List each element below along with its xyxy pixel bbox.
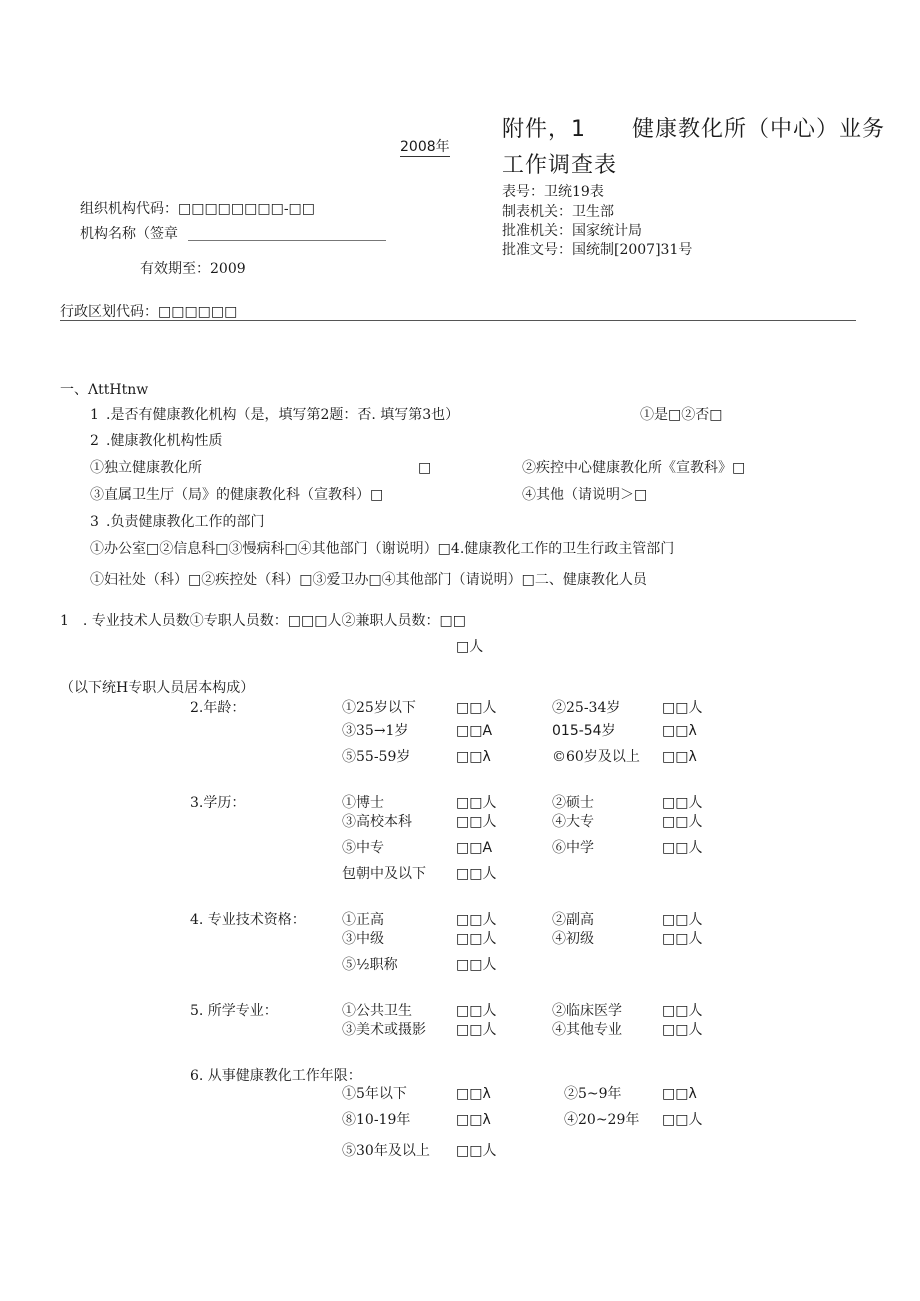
years-opt-1: ①5年以下 xyxy=(342,1086,407,1102)
major-val-3[interactable]: □□人 xyxy=(456,1022,497,1038)
years-val-4[interactable]: □□人 xyxy=(662,1112,703,1128)
education-opt-5: ⑤中专 xyxy=(342,840,384,856)
staff-count-line[interactable]: 1 . 专业技术人员数①专职人员数：□□□人②兼职人员数：□□ xyxy=(60,613,466,629)
q2-text: .健康教化机构性质 xyxy=(106,433,223,449)
major-label: 5. 所学专业： xyxy=(190,1003,278,1019)
qualification-opt-5: ⑤½职称 xyxy=(342,957,398,973)
q2-option-4[interactable]: ④其他（请说明＞□ xyxy=(522,487,648,503)
signature-line[interactable] xyxy=(188,240,386,241)
q2-option-1-checkbox[interactable]: □ xyxy=(418,460,432,476)
q3-options[interactable]: ①办公室□②信息科□③慢病科□④其他部门（谢说明）□4.健康教化工作的卫生行政主管部门 xyxy=(90,541,675,557)
education-opt-1: ①博士 xyxy=(342,795,384,811)
education-val-3[interactable]: □□人 xyxy=(456,814,497,830)
education-val-4[interactable]: □□人 xyxy=(662,814,703,830)
years-opt-2: ②5~9年 xyxy=(564,1086,622,1102)
major-val-2[interactable]: □□人 xyxy=(662,1003,703,1019)
section1-heading: 一、ΛttHtnw xyxy=(60,382,149,398)
major-val-1[interactable]: □□人 xyxy=(456,1003,497,1019)
org-name-field[interactable]: 机构名称（签章 xyxy=(80,226,178,242)
form-approver: 批准机关：国家统计局 xyxy=(502,223,642,239)
age-opt-2: ②25-34岁 xyxy=(552,700,621,716)
q1-number: 1 xyxy=(90,407,99,423)
age-val-2[interactable]: □□人 xyxy=(662,700,703,716)
major-opt-2: ②临床医学 xyxy=(552,1003,622,1019)
qualification-val-4[interactable]: □□人 xyxy=(662,931,703,947)
qualification-val-2[interactable]: □□人 xyxy=(662,912,703,928)
education-val-6[interactable]: □□人 xyxy=(662,840,703,856)
age-label: 2.年龄： xyxy=(190,700,246,716)
education-opt-6: ⑥中学 xyxy=(552,840,594,856)
years-val-3[interactable]: □□λ xyxy=(456,1112,491,1128)
education-opt-4: ④大专 xyxy=(552,814,594,830)
q3-number: 3 xyxy=(90,514,99,530)
education-label: 3.学历： xyxy=(190,795,246,811)
age-val-6[interactable]: □□λ xyxy=(662,749,697,765)
staff-count-line-cont[interactable]: □人 xyxy=(456,639,484,655)
age-opt-4: 015-54岁 xyxy=(552,723,616,739)
education-val-5[interactable]: □□A xyxy=(456,840,493,856)
q2-option-1: ①独立健康教化所 xyxy=(90,460,202,476)
major-opt-4: ④其他专业 xyxy=(552,1022,622,1038)
q2-option-3[interactable]: ③直属卫生厅（局》的健康教化科（宣教科）□ xyxy=(90,487,384,503)
education-val-2[interactable]: □□人 xyxy=(662,795,703,811)
education-opt-3: ③高校本科 xyxy=(342,814,412,830)
qualification-val-5[interactable]: □□人 xyxy=(456,957,497,973)
composition-note: （以下统H专职人员居本构成） xyxy=(60,680,255,696)
years-val-5[interactable]: □□人 xyxy=(456,1143,497,1159)
qualification-val-1[interactable]: □□人 xyxy=(456,912,497,928)
age-opt-3: ③35→1岁 xyxy=(342,723,409,739)
age-opt-1: ①25岁以下 xyxy=(342,700,416,716)
major-opt-3: ③美术或摄影 xyxy=(342,1022,426,1038)
years-opt-4: ④20~29年 xyxy=(564,1112,640,1128)
header-divider xyxy=(60,320,856,321)
education-opt-7: 包朝中及以下 xyxy=(342,866,426,882)
qualification-opt-4: ④初级 xyxy=(552,931,594,947)
q4-options[interactable]: ①妇社处（科）□②疾控处（科）□③爱卫办□④其他部门（请说明）□二、健康教化人员 xyxy=(90,572,647,588)
approval-number: 批准文号：国统制[2007]31号 xyxy=(502,242,693,258)
age-opt-6: ©60岁及以上 xyxy=(552,749,640,765)
org-code-field[interactable]: 组织机构代码：□□□□□□□□-□□ xyxy=(80,201,316,217)
qualification-label: 4. 专业技术资格： xyxy=(190,912,306,928)
form-issuer: 制表机关：卫生部 xyxy=(502,204,614,220)
qualification-val-3[interactable]: □□人 xyxy=(456,931,497,947)
age-val-3[interactable]: □□A xyxy=(456,723,493,739)
education-opt-2: ②硕士 xyxy=(552,795,594,811)
qualification-opt-2: ②副高 xyxy=(552,912,594,928)
form-number: 表号：卫统19表 xyxy=(502,184,604,200)
age-opt-5: ⑤55-59岁 xyxy=(342,749,411,765)
major-val-4[interactable]: □□人 xyxy=(662,1022,703,1038)
age-val-5[interactable]: □□λ xyxy=(456,749,491,765)
years-opt-3: ⑧10-19年 xyxy=(342,1112,411,1128)
qualification-opt-1: ①正高 xyxy=(342,912,384,928)
region-code-field[interactable]: 行政区划代码：□□□□□□ xyxy=(60,304,238,320)
q1-options[interactable]: ①是□②否□ xyxy=(640,407,723,423)
age-val-4[interactable]: □□λ xyxy=(662,723,697,739)
years-label: 6. 从事健康教化工作年限： xyxy=(190,1068,362,1084)
q1-text: .是否有健康教化机构（是，填写第2题：否. 填写第3也） xyxy=(106,407,460,423)
q3-text: .负责健康教化工作的部门 xyxy=(106,514,265,530)
years-val-1[interactable]: □□λ xyxy=(456,1086,491,1102)
report-year: 2008年 xyxy=(400,139,450,155)
years-val-2[interactable]: □□λ xyxy=(662,1086,697,1102)
form-title-line1: 附件，1 健康教化所（中心）业务 xyxy=(502,117,885,142)
valid-until: 有效期至：2009 xyxy=(140,261,246,277)
major-opt-1: ①公共卫生 xyxy=(342,1003,412,1019)
age-val-1[interactable]: □□人 xyxy=(456,700,497,716)
education-val-7[interactable]: □□人 xyxy=(456,866,497,882)
qualification-opt-3: ③中级 xyxy=(342,931,384,947)
form-title-line2: 工作调查表 xyxy=(502,153,618,178)
education-val-1[interactable]: □□人 xyxy=(456,795,497,811)
years-opt-5: ⑤30年及以上 xyxy=(342,1143,430,1159)
q2-number: 2 xyxy=(90,433,99,449)
q2-option-2[interactable]: ②疾控中心健康教化所《宣教科》□ xyxy=(522,460,746,476)
